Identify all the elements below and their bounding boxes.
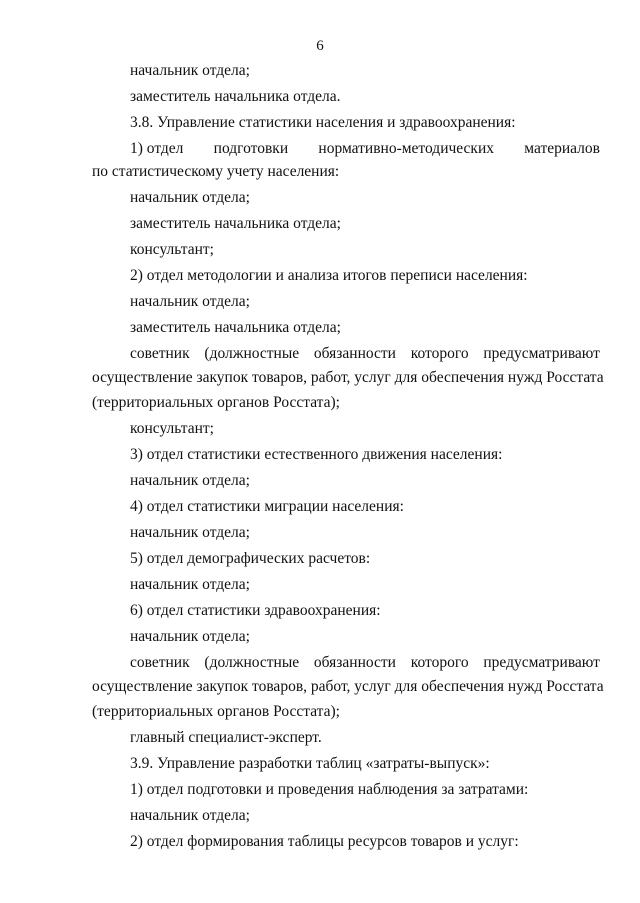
- line-10: начальник отдела;: [130, 293, 250, 310]
- word: (должностные: [204, 654, 300, 671]
- line-25: осуществление закупок товаров, работ, услуг для обеспечения нужд Росстата: [92, 678, 604, 695]
- line-1: начальник отдела;: [130, 62, 250, 79]
- line-19: начальник отдела;: [130, 524, 250, 541]
- line-18: 4) отдел статистики миграции населения:: [130, 498, 404, 515]
- word: материалов: [524, 140, 600, 157]
- word: (должностные: [204, 345, 300, 362]
- word: подготовки: [213, 140, 289, 157]
- word: которого: [410, 345, 469, 362]
- line-12-justified: [130, 345, 600, 363]
- word: советник: [130, 345, 190, 362]
- line-14: (территориальных органов Росстата);: [92, 394, 340, 411]
- word: которого: [410, 654, 469, 671]
- line-22: 6) отдел статистики здравоохранения:: [130, 602, 381, 619]
- word: обязанности: [313, 654, 396, 671]
- line-20: 5) отдел демографических расчетов:: [130, 550, 371, 567]
- line-11: заместитель начальника отдела;: [130, 319, 341, 336]
- line-27: главный специалист-эксперт.: [130, 729, 322, 746]
- line-15: консультант;: [130, 420, 214, 437]
- word: нормативно-методических: [318, 140, 494, 157]
- word: предусматривают: [483, 345, 600, 362]
- line-4-justified: [130, 140, 600, 158]
- line-8: консультант;: [130, 241, 214, 258]
- line-13: осуществление закупок товаров, работ, услуг для обеспечения нужд Росстата: [92, 369, 604, 386]
- word: предусматривают: [483, 654, 600, 671]
- line-2: заместитель начальника отдела.: [130, 88, 341, 105]
- line-24-justified: [130, 654, 600, 672]
- line-21: начальник отдела;: [130, 576, 250, 593]
- word: 1) отдел: [130, 140, 184, 157]
- line-5: по статистическому учету населения:: [92, 163, 340, 180]
- line-9: 2) отдел методологии и анализа итогов переписи населения:: [130, 267, 528, 284]
- line-17: начальник отдела;: [130, 472, 250, 489]
- section-heading-3-9: 3.9. Управление разработки таблиц «затраты-выпуск»:: [130, 755, 490, 772]
- page-number: 6: [316, 38, 324, 54]
- line-16: 3) отдел статистики естественного движения населения:: [130, 446, 503, 463]
- line-23: начальник отдела;: [130, 628, 250, 645]
- section-heading-3-8: 3.8. Управление статистики населения и здравоохранения:: [130, 114, 516, 131]
- line-6: начальник отдела;: [130, 189, 250, 206]
- line-31: 2) отдел формирования таблицы ресурсов товаров и услуг:: [130, 833, 519, 850]
- line-30: начальник отдела;: [130, 807, 250, 824]
- line-26: (территориальных органов Росстата);: [92, 703, 340, 720]
- word: советник: [130, 654, 190, 671]
- word: обязанности: [313, 345, 396, 362]
- line-7: заместитель начальника отдела;: [130, 215, 341, 232]
- line-29: 1) отдел подготовки и проведения наблюдения за затратами:: [130, 781, 529, 798]
